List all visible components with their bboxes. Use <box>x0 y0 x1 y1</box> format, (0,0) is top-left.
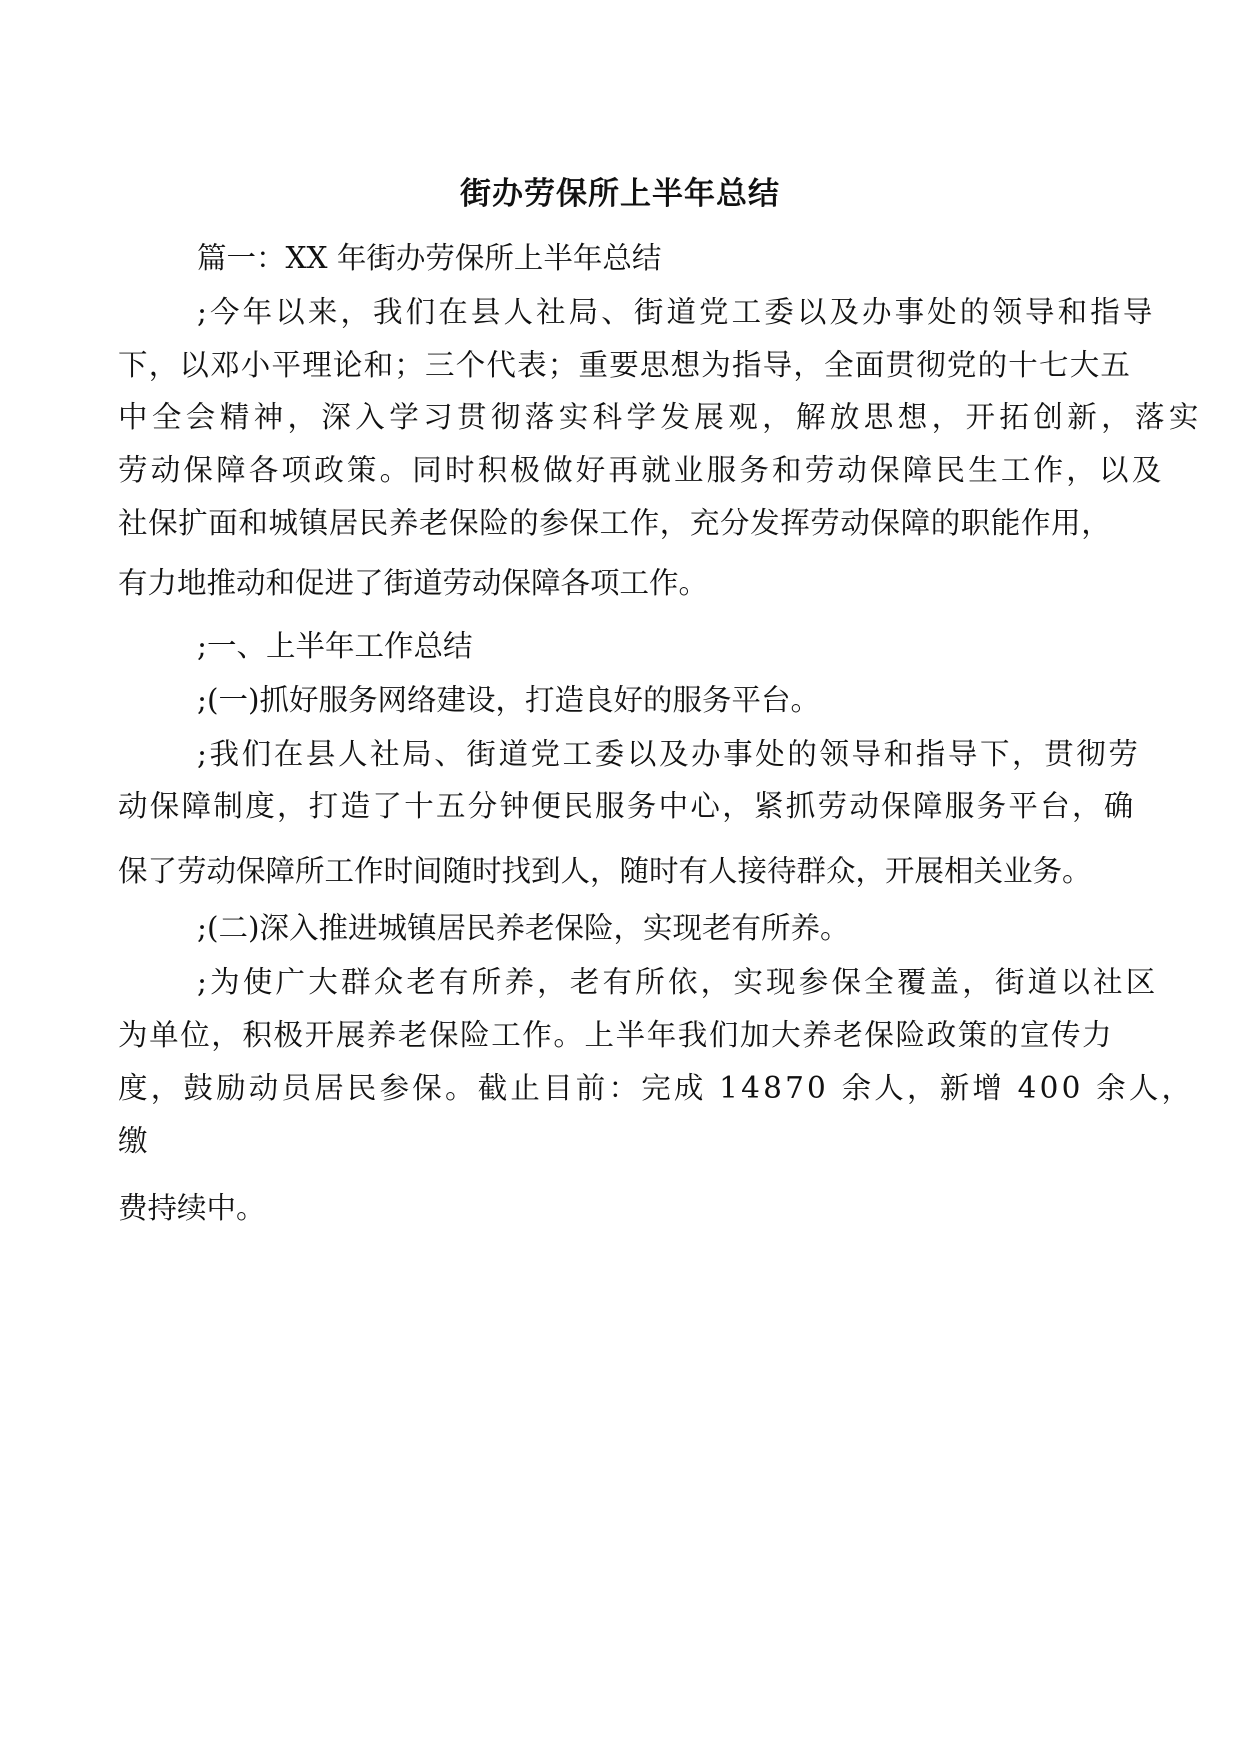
paragraph-line: 缴 <box>118 1124 148 1158</box>
paragraph-line: 劳动保障各项政策。同时积极做好再就业服务和劳动保障民生工作，以及 <box>118 453 1165 487</box>
paragraph-line: ;我们在县人社局、街道党工委以及办事处的领导和指导下，贯彻劳 <box>197 737 1141 771</box>
paragraph-line: 动保障制度，打造了十五分钟便民服务中心，紧抓劳动保障服务平台，确 <box>118 789 1136 823</box>
section-heading: 篇一：XX 年街办劳保所上半年总结 <box>197 241 662 275</box>
paragraph-line: 社保扩面和城镇居民养老保险的参保工作，充分发挥劳动保障的职能作用， <box>118 506 1112 540</box>
paragraph-line: 保了劳动保障所工作时间随时找到人，随时有人接待群众，开展相关业务。 <box>118 854 1092 888</box>
paragraph-line: 下，以邓小平理论和；三个代表；重要思想为指导，全面贯彻党的十七大五 <box>118 348 1132 382</box>
paragraph-line: 费持续中。 <box>118 1191 266 1225</box>
subheading: ;(一)抓好服务网络建设，打造良好的服务平台。 <box>197 683 820 717</box>
paragraph-line: 有力地推动和促进了街道劳动保障各项工作。 <box>118 566 709 600</box>
paragraph-line: ;今年以来，我们在县人社局、街道党工委以及办事处的领导和指导 <box>197 295 1156 329</box>
document-title: 街办劳保所上半年总结 <box>460 176 780 212</box>
paragraph-line: 中全会精神，深入学习贯彻落实科学发展观，解放思想，开拓创新，落实 <box>118 400 1203 434</box>
paragraph-line: 为单位，积极开展养老保险工作。上半年我们加大养老保险政策的宣传力 <box>118 1018 1114 1052</box>
subheading: ;一、上半年工作总结 <box>197 629 473 663</box>
paragraph-line: ;为使广大群众老有所养，老有所依，实现参保全覆盖，街道以社区 <box>197 965 1159 999</box>
subheading: ;(二)深入推进城镇居民养老保险，实现老有所养。 <box>197 911 850 945</box>
paragraph-line: 度，鼓励动员居民参保。截止目前：完成 14870 余人，新增 400 余人， <box>118 1071 1195 1105</box>
